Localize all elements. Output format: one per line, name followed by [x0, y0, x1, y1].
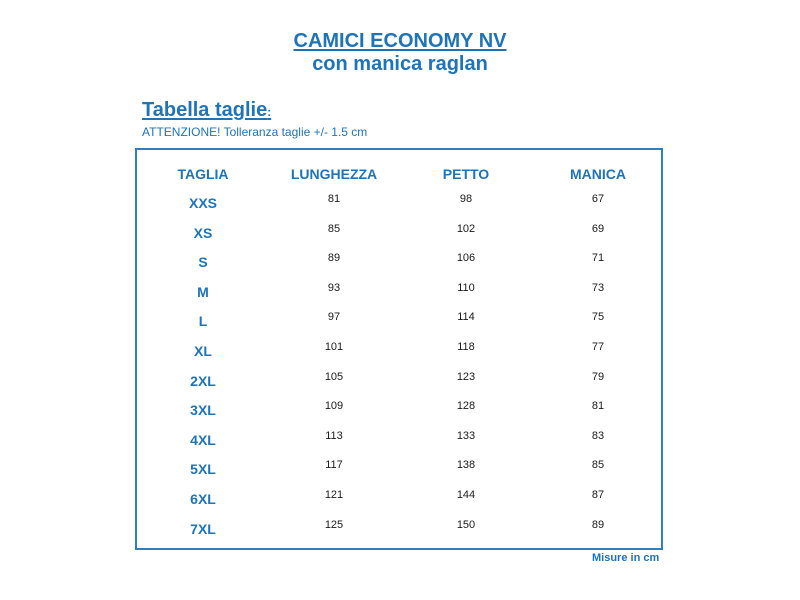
petto-cell: 138: [456, 459, 476, 472]
lunghezza-cell: 109: [324, 400, 344, 413]
size-cell: XXS: [188, 195, 217, 211]
petto-cell: 123: [456, 370, 476, 383]
size-cell: S: [198, 254, 208, 271]
manica-cell: 75: [591, 311, 605, 324]
petto-cell: 102: [456, 222, 476, 235]
petto-cell: 118: [457, 341, 475, 353]
size-cell: 7XL: [190, 520, 216, 537]
lunghezza-cell: 101: [324, 341, 344, 353]
size-cell: M: [197, 283, 209, 300]
lunghezza-cell: 97: [327, 311, 341, 324]
manica-cell: 85: [591, 459, 605, 472]
manica-cell: 69: [591, 222, 605, 235]
manica-cell: 79: [591, 370, 605, 383]
table-row: [137, 253, 661, 273]
size-cell: L: [198, 313, 208, 330]
manica-cell: 89: [591, 518, 605, 531]
size-cell: 4XL: [190, 431, 216, 448]
manica-cell: 73: [591, 281, 605, 294]
lunghezza-cell: 121: [324, 489, 344, 501]
page-title: CAMICI ECONOMY NV: [293, 30, 507, 52]
column-header-lunghezza: LUNGHEZZA: [290, 166, 378, 182]
manica-cell: 83: [591, 429, 605, 442]
petto-cell: 150: [456, 518, 476, 531]
table-row: [137, 283, 661, 303]
petto-cell: 106: [456, 252, 476, 265]
petto-cell: 110: [457, 281, 475, 294]
size-cell: XS: [193, 224, 213, 241]
lunghezza-cell: 117: [325, 459, 343, 472]
lunghezza-cell: 85: [327, 222, 341, 235]
lunghezza-cell: 89: [327, 252, 341, 265]
manica-cell: 71: [591, 252, 605, 265]
lunghezza-cell: 113: [325, 429, 343, 442]
column-header-manica: MANICA: [570, 166, 626, 182]
table-row: [137, 460, 661, 480]
table-row: [137, 224, 661, 244]
table-row: [137, 490, 661, 510]
petto-cell: 133: [456, 429, 476, 442]
table-row: [137, 520, 661, 540]
size-cell: 5XL: [190, 461, 216, 478]
column-header-taglia: TAGLIA: [177, 166, 229, 182]
size-cell: 2XL: [190, 372, 216, 389]
petto-cell: 128: [456, 400, 476, 413]
tolerance-notice: ATTENZIONE! Tolleranza taglie +/- 1.5 cm: [142, 125, 368, 139]
size-cell: 3XL: [190, 402, 216, 419]
manica-cell: 67: [591, 193, 605, 205]
table-row: [137, 401, 661, 421]
size-cell: 6XL: [190, 491, 216, 507]
size-cell: XL: [194, 343, 212, 359]
section-title: [142, 98, 271, 124]
table-row: [137, 194, 661, 214]
table-row: [137, 312, 661, 332]
table-header-row: [137, 165, 661, 183]
lunghezza-cell: 81: [327, 193, 341, 205]
lunghezza-cell: 105: [324, 370, 344, 383]
manica-cell: 87: [591, 489, 605, 501]
petto-cell: 114: [457, 311, 475, 324]
units-footnote: Misure in cm: [592, 552, 660, 564]
petto-cell: 98: [459, 193, 473, 205]
section-title-text: Tabella taglie: [142, 99, 268, 121]
column-header-petto: PETTO: [442, 166, 490, 182]
petto-cell: 144: [456, 489, 476, 501]
table-row: [137, 431, 661, 451]
lunghezza-cell: 93: [327, 281, 341, 294]
lunghezza-cell: 125: [324, 518, 344, 531]
size-table: [135, 148, 663, 550]
table-row: [137, 342, 661, 362]
manica-cell: 81: [591, 400, 605, 413]
page-subtitle: con manica raglan: [312, 53, 488, 75]
table-row: [137, 372, 661, 392]
section-title-colon: :: [267, 105, 272, 119]
manica-cell: 77: [591, 341, 605, 353]
